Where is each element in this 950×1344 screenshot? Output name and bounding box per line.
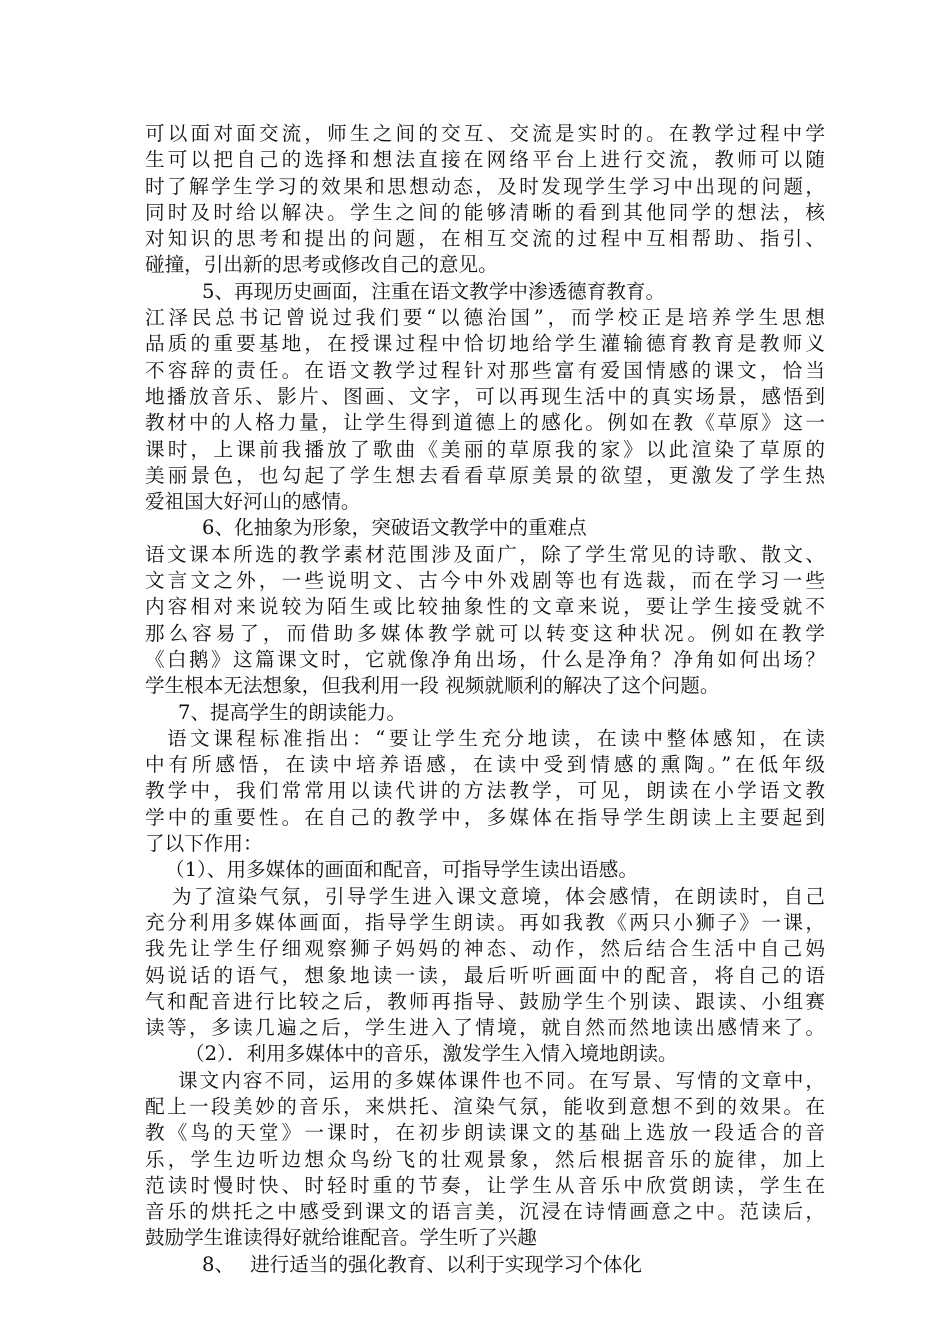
text-line: 鼓励学生谁读得好就给谁配音。学生听了兴趣 bbox=[145, 1226, 537, 1250]
text-line: 气和配音进行比较之后，教师再指导、鼓励学生个别读、跟读、小组赛 bbox=[145, 989, 825, 1013]
text-line: 课时，上课前我播放了歌曲《美丽的草原我的家》以此渲染了草原的 bbox=[145, 437, 825, 461]
text-line: 对知识的思考和提出的问题，在相互交流的过程中互相帮助、指引、 bbox=[145, 227, 825, 251]
text-line: 音乐的烘托之中感受到课文的语言美，沉浸在诗情画意之中。范读后， bbox=[145, 1200, 825, 1224]
text-line: 8、 进行适当的强化教育、以利于实现学习个体化 bbox=[202, 1252, 642, 1276]
text-line: 爱祖国大好河山的感情。 bbox=[145, 490, 361, 514]
text-line: 乐，学生边听边想众鸟纷飞的壮观景象，然后根据音乐的旋律，加上 bbox=[145, 1147, 825, 1171]
text-line: 生可以把自己的选择和想法直接在网络平台上进行交流，教师可以随 bbox=[145, 148, 825, 172]
text-line: 品质的重要基地，在授课过程中恰切地给学生灌输德育教育是教师义 bbox=[145, 332, 825, 356]
text-line: 5、再现历史画面，注重在语文教学中渗透德育教育。 bbox=[202, 279, 666, 303]
text-line: 7、提高学生的朗读能力。 bbox=[178, 700, 406, 724]
text-line: 可以面对面交流，师生之间的交互、交流是实时的。在教学过程中学 bbox=[145, 122, 825, 145]
text-line: 语文课程标准指出：“要让学生充分地读，在读中整体感知，在读 bbox=[167, 726, 825, 750]
text-line: 不容辞的责任。在语文教学过程针对那些富有爱国情感的课文，恰当 bbox=[145, 358, 825, 382]
text-line: 时了解学生学习的效果和思想动态，及时发现学生学习中出现的问题， bbox=[145, 174, 825, 198]
text-line: 学生根本无法想象，但我利用一段 视频就顺利的解决了这个问题。 bbox=[145, 674, 720, 698]
text-line: 读等，多读几遍之后，学生进入了情境，就自然而然地读出感情来了。 bbox=[145, 1016, 825, 1040]
text-line: 同时及时给以解决。学生之间的能够清晰的看到其他同学的想法，核 bbox=[145, 200, 825, 224]
text-line: 中有所感悟，在读中培养语感，在读中受到情感的熏陶。”在低年级 bbox=[145, 753, 825, 777]
text-line: 美丽景色，也勾起了学生想去看看草原美景的欲望，更激发了学生热 bbox=[145, 463, 825, 487]
text-line: （1）、用多媒体的画面和配音，可指导学生读出语感。 bbox=[165, 858, 638, 882]
text-line: 教《鸟的天堂》一课时，在初步朗读课文的基础上选放一段适合的音 bbox=[145, 1121, 825, 1145]
text-line: （2）．利用多媒体中的音乐，激发学生入情入境地朗读。 bbox=[185, 1042, 678, 1066]
text-line: 6、化抽象为形象，突破语文教学中的重难点 bbox=[202, 516, 587, 540]
text-line: 学中的重要性。在自己的教学中，多媒体在指导学生朗读上主要起到 bbox=[145, 805, 825, 829]
text-line: 地播放音乐、影片、图画、文字，可以再现生活中的真实场景，感悟到 bbox=[145, 384, 825, 408]
text-line: 那么容易了，而借助多媒体教学就可以转变这种状况。例如在教学 bbox=[145, 621, 825, 645]
text-line: 教学中，我们常常用以读代讲的方法教学，可见，朗读在小学语文教 bbox=[145, 779, 825, 803]
text-line: 语文课本所选的教学素材范围涉及面广，除了学生常见的诗歌、散文、 bbox=[145, 542, 825, 566]
text-line: 江泽民总书记曾说过我们要“以德治国”，而学校正是培养学生思想 bbox=[145, 306, 825, 330]
text-line: 教材中的人格力量，让学生得到道德上的感化。例如在教《草原》这一 bbox=[145, 411, 825, 435]
text-line: 我先让学生仔细观察狮子妈妈的神态、动作，然后结合生活中自己妈 bbox=[145, 937, 825, 961]
text-line: 为了渲染气氛，引导学生进入课文意境，体会感情，在朗读时，自己 bbox=[172, 884, 825, 908]
text-line: 了以下作用： bbox=[145, 832, 263, 856]
text-line: 内容相对来说较为陌生或比较抽象性的文章来说，要让学生接受就不 bbox=[145, 595, 825, 619]
text-line: 配上一段美妙的音乐，来烘托、渲染气氛，能收到意想不到的效果。在 bbox=[145, 1094, 825, 1118]
text-line: 文言文之外，一些说明文、古今中外戏剧等也有选裁，而在学习一些 bbox=[145, 569, 825, 593]
document-body bbox=[145, 121, 825, 1278]
text-line: 《白鹅》这篇课文时，它就像净角出场，什么是净角？净角如何出场？ bbox=[145, 647, 825, 671]
text-line: 范读时慢时快、时轻时重的节奏，让学生从音乐中欣赏朗读，学生在 bbox=[145, 1173, 825, 1197]
text-line: 碰撞，引出新的思考或修改自己的意见。 bbox=[145, 253, 498, 277]
text-line: 课文内容不同，运用的多媒体课件也不同。在写景、写情的文章中， bbox=[178, 1068, 825, 1092]
text-line: 妈说话的语气，想象地读一读，最后听听画面中的配音，将自己的语 bbox=[145, 963, 825, 987]
text-line: 充分利用多媒体画面，指导学生朗读。再如我教《两只小狮子》一课， bbox=[145, 910, 825, 934]
